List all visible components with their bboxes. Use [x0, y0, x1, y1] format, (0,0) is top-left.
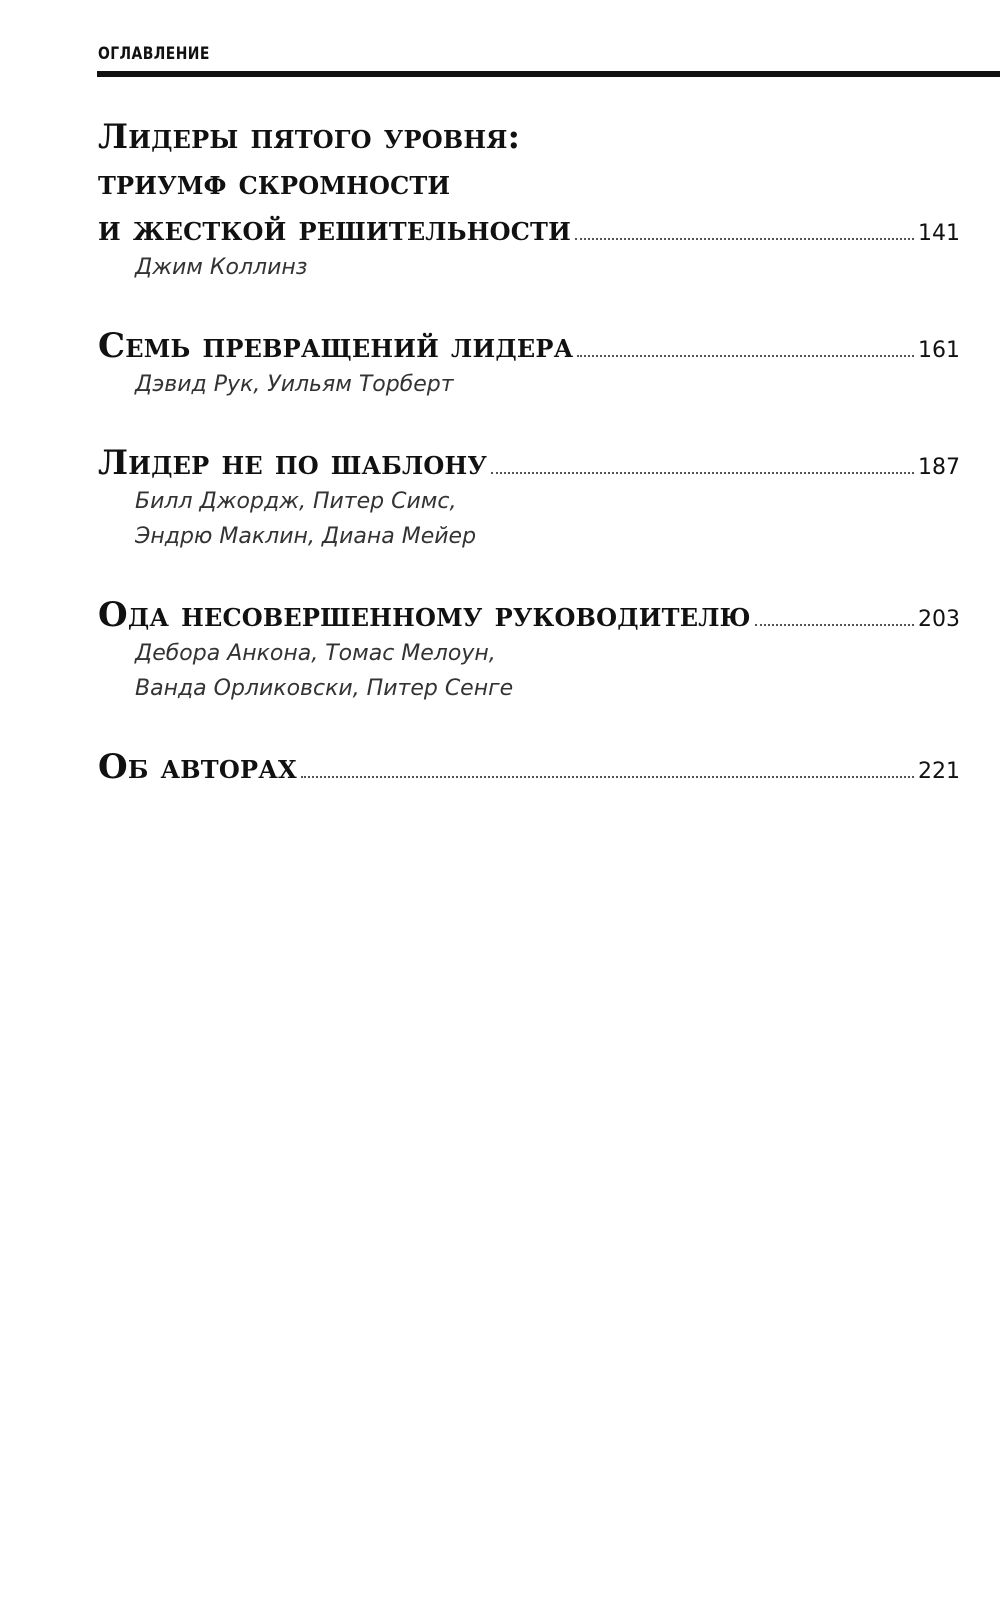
toc-entry[interactable]	[98, 114, 960, 285]
entry-title-text: Ода несовершенному руководителю	[98, 595, 751, 635]
entry-title-text: Семь превращений лидера	[98, 326, 574, 366]
dot-leader	[301, 776, 914, 778]
table-of-contents	[98, 114, 960, 828]
dot-leader	[755, 624, 914, 626]
entry-title-text: Лидер не по шаблону	[98, 443, 488, 483]
entry-lead-line	[98, 744, 960, 790]
toc-entry[interactable]	[98, 592, 960, 706]
header-rule	[97, 71, 1000, 77]
page-number: 221	[918, 759, 960, 784]
running-head: ОГЛАВЛЕНИЕ	[98, 44, 210, 64]
toc-entry[interactable]	[98, 744, 960, 790]
page-number: 187	[918, 455, 960, 480]
entry-authors	[98, 484, 960, 554]
entry-lead-line	[98, 206, 960, 252]
entry-authors	[98, 367, 960, 402]
entry-title-text: Об авторах	[98, 747, 297, 787]
dot-leader	[575, 238, 914, 240]
author-line: Эндрю Маклин, Диана Мейер	[135, 524, 477, 549]
entry-lead-line	[98, 440, 960, 486]
entry-authors	[98, 250, 960, 285]
toc-entry[interactable]	[98, 323, 960, 402]
author-line: Дебора Анкона, Томас Мелоун,	[135, 641, 496, 666]
page-number: 161	[918, 338, 960, 363]
page-number: 203	[918, 607, 960, 632]
entry-authors	[98, 636, 960, 706]
author-line: Билл Джордж, Питер Симс,	[135, 489, 457, 514]
entry-lead-line	[98, 323, 960, 369]
entry-lead-line	[98, 592, 960, 638]
entry-title-line: Лидеры пятого уровня:	[98, 117, 521, 157]
entry-title-line: триумф скромности	[98, 163, 451, 203]
author-line: Дэвид Рук, Уильям Торберт	[135, 372, 454, 397]
dot-leader	[577, 355, 914, 357]
page-number: 141	[918, 221, 960, 246]
entry-title-text: и жесткой решительности	[98, 209, 571, 249]
author-line: Ванда Орликовски, Питер Сенге	[135, 676, 514, 701]
author-line: Джим Коллинз	[135, 255, 308, 280]
dot-leader	[491, 472, 914, 474]
toc-entry[interactable]	[98, 440, 960, 554]
